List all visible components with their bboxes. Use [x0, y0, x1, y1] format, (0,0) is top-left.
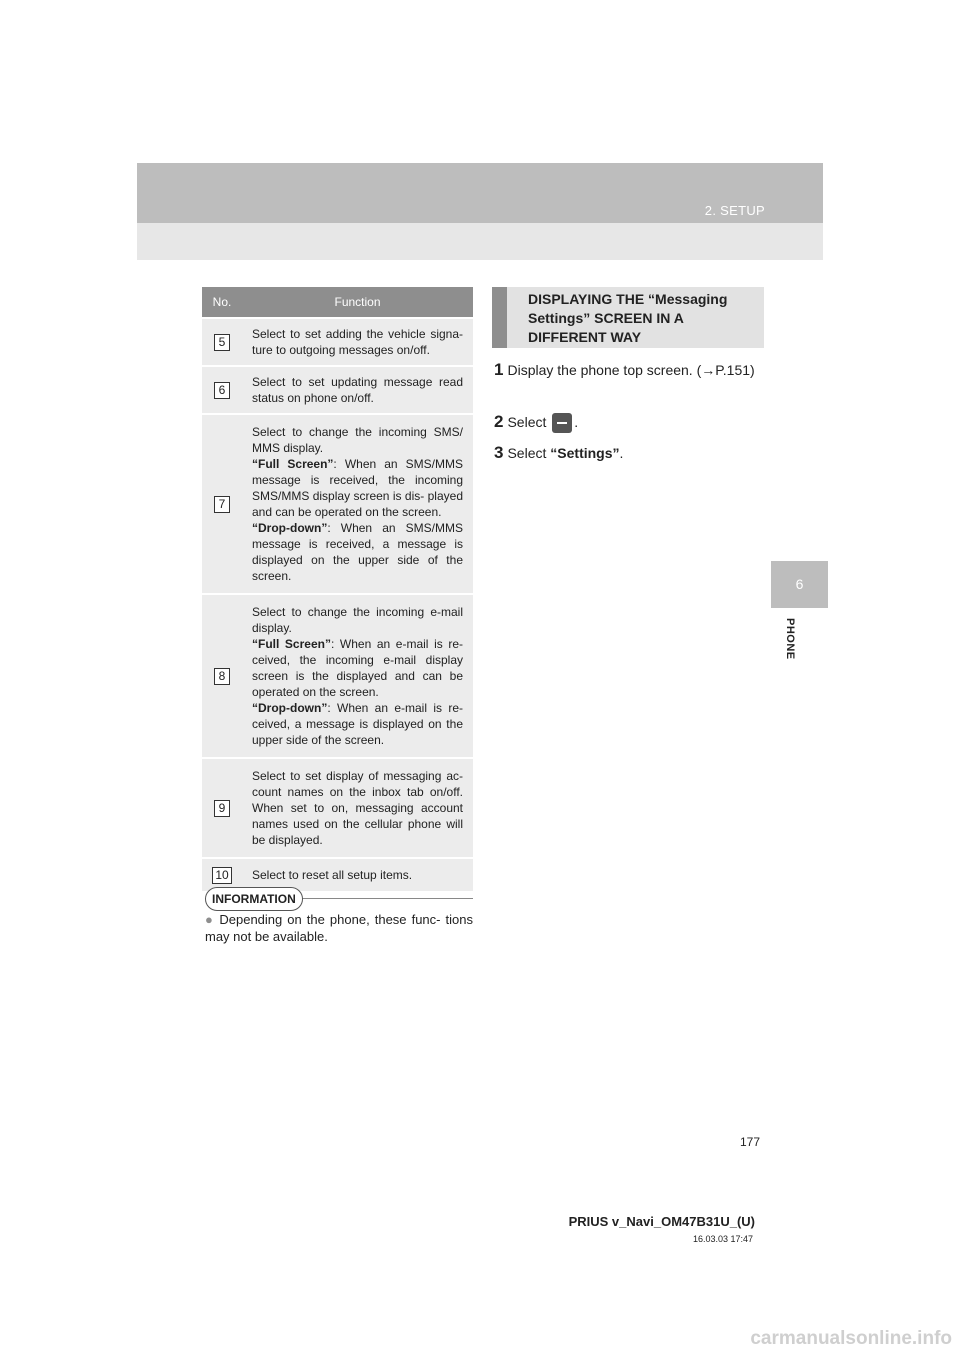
row-description: Select to set updating message read status on phone on/off.: [242, 366, 473, 414]
step-number: 1: [494, 360, 504, 379]
section-label: 2. SETUP: [704, 203, 765, 218]
drop-down-text: : When an e-mail is re- ceived, a message is displayed on the upper side of the screen.: [252, 701, 463, 747]
chapter-name: PHONE: [784, 618, 796, 660]
chapter-tab: 6: [771, 561, 828, 608]
row-description: [242, 594, 473, 758]
step-text: Select: [507, 414, 547, 430]
step-number: 3: [494, 443, 504, 462]
bullet-icon: ●: [205, 912, 215, 927]
information-label: INFORMATION: [205, 887, 303, 911]
full-screen-text: : When an e-mail is re- ceived, the incoming e-mail display screen is the displayed and can be operated on the screen.: [252, 637, 464, 699]
side-heading-text: DISPLAYING THE “Messaging Settings” SCREEN IN A DIFFERENT WAY: [528, 291, 728, 345]
timestamp: 16.03.03 17:47: [692, 1234, 753, 1244]
side-heading-box: [492, 287, 764, 348]
step-3: [494, 443, 623, 463]
row-description: [242, 414, 473, 594]
table-row: [202, 318, 473, 366]
row-number-box: 8: [214, 668, 230, 685]
table-row: [202, 594, 473, 758]
header-top-bar: [137, 163, 823, 223]
step-number: 2: [494, 412, 504, 431]
menu-button-icon: [552, 413, 572, 433]
settings-label: “Settings”: [550, 445, 620, 461]
function-table: [202, 287, 473, 891]
manual-id: PRIUS v_Navi_OM47B31U_(U): [568, 1214, 755, 1229]
step-text-end: .: [619, 445, 624, 461]
step-2: [494, 412, 578, 433]
full-screen-label: “Full Screen”: [252, 637, 331, 651]
row-number-box: 10: [212, 867, 232, 884]
table-row: [202, 758, 473, 858]
step-text-end: .: [574, 414, 579, 430]
row-description: Select to set adding the vehicle signa- ture to outgoing messages on/off.: [242, 318, 473, 366]
page-number: 177: [739, 1135, 760, 1149]
side-heading-accent: [492, 287, 507, 348]
table-row: [202, 366, 473, 414]
row-number-box: 6: [214, 382, 230, 399]
row-description: Select to reset all setup items.: [242, 858, 473, 891]
table-header-row: [202, 287, 473, 318]
header-no: No.: [202, 287, 242, 318]
row-number-box: 5: [214, 334, 230, 351]
step-text: Select: [507, 445, 551, 461]
table-row: [202, 414, 473, 594]
drop-down-text: : When an SMS/MMS message is received, a message is displayed on the upper side of the screen.: [252, 521, 463, 583]
drop-down-label: “Drop-down”: [252, 521, 328, 535]
drop-down-label: “Drop-down”: [252, 701, 328, 715]
row-description: Select to set display of messaging ac- count names on the inbox tab on/off. When set to on, messaging account names used on the cellular phone will be displayed.: [242, 758, 473, 858]
step-1: [494, 360, 764, 380]
information-text: [205, 911, 473, 945]
full-screen-label: “Full Screen”: [252, 457, 334, 471]
watermark: carmanualsonline.info: [750, 1328, 952, 1349]
row-number-box: 7: [214, 496, 230, 513]
step-text: Display the phone top screen. (→P.151): [507, 362, 755, 378]
row-intro: Select to change the incoming SMS/ MMS display.: [252, 425, 463, 455]
header-function: Function: [242, 287, 473, 318]
header-band: [137, 163, 823, 260]
full-screen-text: : When an SMS/MMS message is received, the incoming SMS/MMS display screen is dis- played and can be operated on the screen.: [252, 457, 463, 519]
row-intro: Select to change the incoming e-mail display.: [252, 605, 463, 635]
information-body: Depending on the phone, these func- tions may not be available.: [205, 912, 473, 944]
row-number-box: 9: [214, 800, 230, 817]
